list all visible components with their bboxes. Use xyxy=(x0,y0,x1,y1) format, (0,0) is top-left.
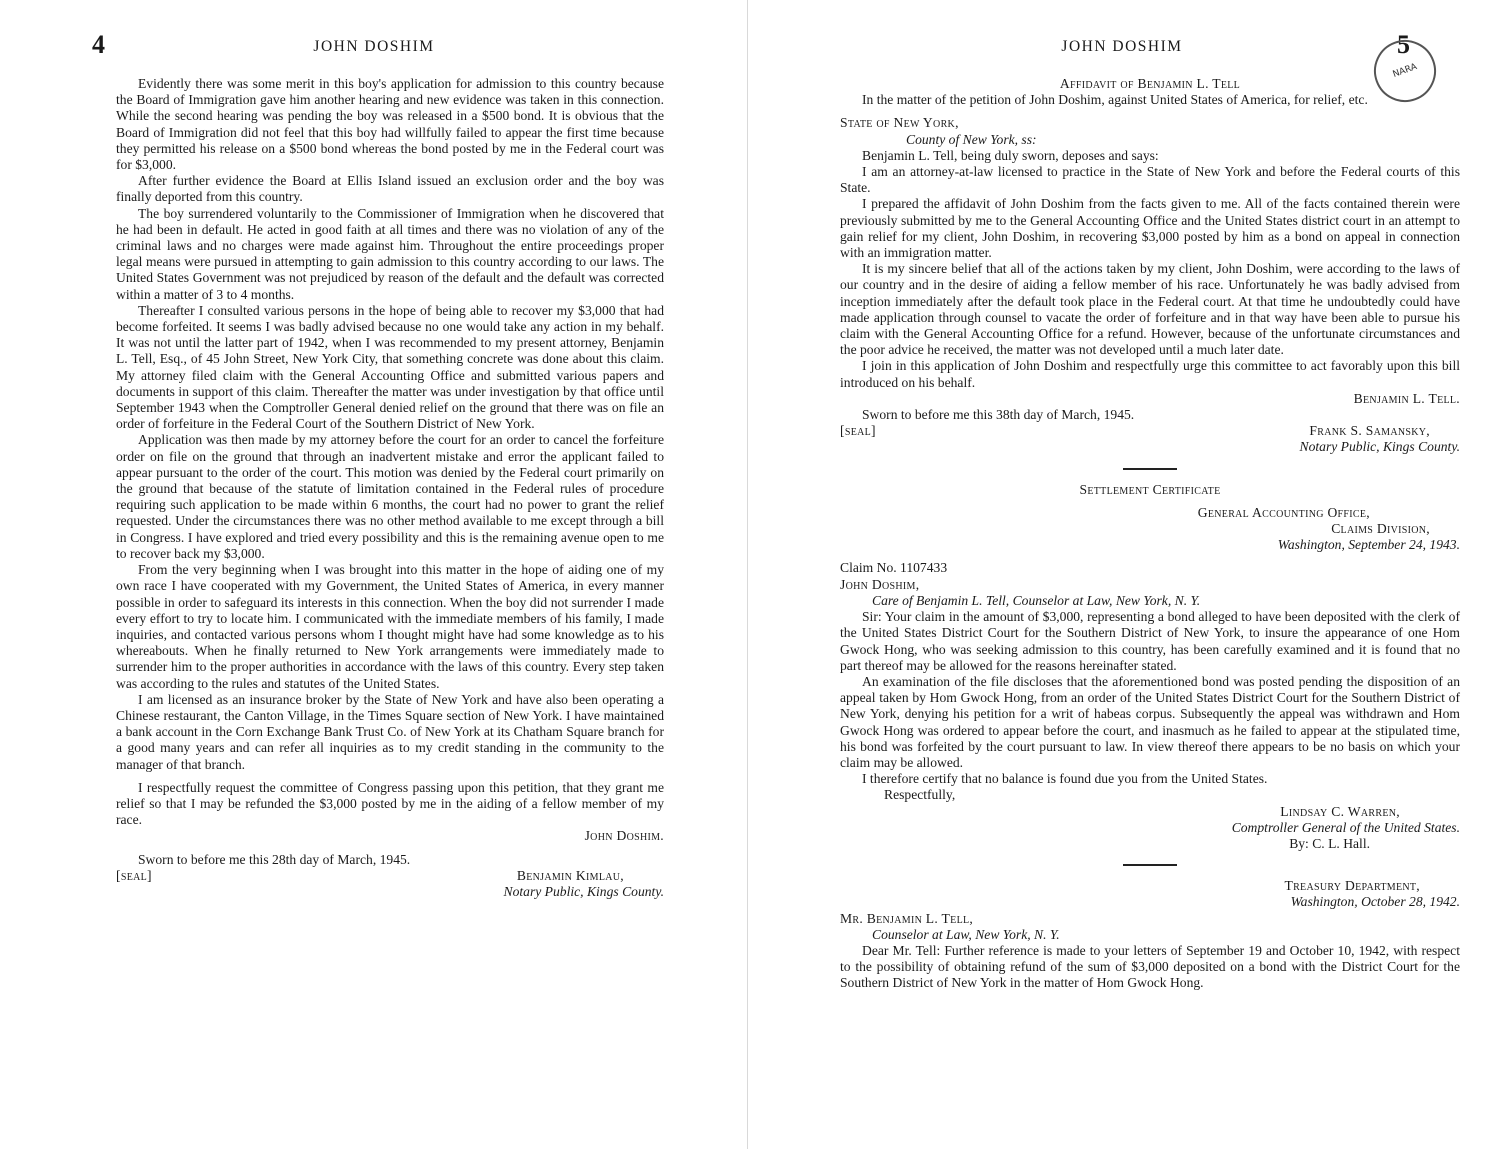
seal-label: [seal] xyxy=(116,867,152,883)
paragraph: An examination of the file discloses that the aforementioned bond was posted pending the disposition of an appeal taken by Hom Gwock Hong, from an order of the United States District Court for the Southern District of New York, denying his petition for a writ of habeas corpus. Subsequently the appeal was withdrawn and Hom Gwock Hong was ordered to appear before the court, and inasmuch as he failed to appear at the stipulated time, his bond was forfeited by the court pursuant to law. In view thereof there appears to be no basis on which your claim may be allowed. xyxy=(840,673,1460,770)
petition-text xyxy=(116,76,664,900)
addressee: John Doshim, xyxy=(840,576,920,592)
paragraph: I am licensed as an insurance broker by the State of New York and have also been operating a Chinese restaurant, the Canton Village, in the Times Square section of New York. I have maintained a bank account in the Corn Exchange Bank Trust Co. of New York at its Chatham Square branch for a good many years and can refer all inquiries as to my credit standing in the community to the manager of that branch. xyxy=(116,691,664,772)
affidavit-and-certificate-text xyxy=(840,76,1460,992)
running-head: JOHN DOSHIM xyxy=(313,38,435,55)
paragraph: It is my sincere belief that all of the actions taken by my client, John Doshim, were according to the laws of our country and in the desire of aiding a fellow member of his race. Unfortunately he was badly advised from inception immediately after the default took place in the Federal court. At that time he undoubtedly could have made application through counsel to vacate the order of forfeiture and in that way have been able to pursue his claim with the General Accounting Office for a refund. However, because of the unfortunate circumstances and the poor advice he received, the matter was not developed until a much later date. xyxy=(840,261,1460,358)
state-line: State of New York, xyxy=(840,115,959,131)
affiant-signature: Benjamin L. Tell. xyxy=(1353,390,1460,406)
paragraph: I join in this application of John Doshim and respectfully urge this committee to act favorably upon this bill introduced on his behalf. xyxy=(840,358,1460,390)
gao-division: Claims Division, xyxy=(1331,521,1430,537)
paragraph: I respectfully request the committee of Congress passing upon this petition, that they grant me relief so that I may be refunded the $3,000 posted by me in the aiding of a fellow member of my race. xyxy=(116,779,664,828)
comptroller-title: Comptroller General of the United States. xyxy=(1231,819,1460,835)
right-page xyxy=(748,0,1496,1149)
county-line: County of New York, ss: xyxy=(906,131,1037,147)
sworn-statement: Sworn to before me this 38th day of March, 1945. xyxy=(862,407,1135,423)
treasury-date: Washington, October 28, 1942. xyxy=(1290,894,1460,910)
closing: Respectfully, xyxy=(884,787,956,803)
sworn-statement: Sworn to before me this 28th day of March, 1945. xyxy=(138,851,411,867)
claim-number: Claim No. 1107433 xyxy=(840,560,948,576)
notary-title: Notary Public, Kings County. xyxy=(503,883,664,899)
paragraph: Dear Mr. Tell: Further reference is made to your letters of September 19 and October 10, 1942, with respect to the possibility of obtaining refund of the sum of $3,000 deposited on a bond with the District Court for the Southern District of New York in the matter of Hom Gwock Hong. xyxy=(840,942,1460,991)
notary-name: Benjamin Kimlau, xyxy=(516,867,624,883)
notary-name: Frank S. Samansky, xyxy=(1309,423,1430,439)
paragraph: Application was then made by my attorney before the court for an order to cancel the forfeiture order on file on the ground that through an inadvertent mistake and error the applicant failed to appear pursuant to the order of the court. This motion was denied by the Federal court primarily on the ground that because of the statute of limitation contained in the Federal rules of procedure requiring such application to be made within 6 months, the court had no power to grant the relief requested. Under the circumstances there was no other method available to me except through a bill in Congress. I have explored and tried every possibility and this is the remaining avenue open to me to recover back my $3,000. xyxy=(116,432,664,561)
paragraph: Evidently there was some merit in this boy's application for admission to this country because the Board of Immigration gave him another hearing and new evidence was taken in this connection. While the second hearing was pending the boy was released in a $500 bond. It is obvious that the Board of Immigration did not feel that this boy had willfully failed to appear the first time because they permitted his release on a $500 bond whereas the bond posted by me in the Federal court was for $3,000. xyxy=(116,76,664,173)
affidavit-title: Affidavit of Benjamin L. Tell xyxy=(1059,76,1241,91)
section-divider xyxy=(1123,468,1177,470)
matter-line: In the matter of the petition of John Doshim, against United States of America, for relief, etc. xyxy=(862,92,1368,108)
running-head: JOHN DOSHIM xyxy=(1061,38,1183,55)
comptroller-by: By: C. L. Hall. xyxy=(1289,835,1370,851)
gao-date: Washington, September 24, 1943. xyxy=(1277,537,1460,553)
paragraph: I prepared the affidavit of John Doshim from the facts given to me. All of the facts contained therein were previously submitted by me to the General Accounting Office and the United States district court in an attempt to gain relief for my client, John Doshim, in recovering $3,000 posted by him as a bond on appeal in connection with an immigration matter. xyxy=(840,196,1460,261)
section-divider xyxy=(1123,864,1177,866)
paragraph: After further evidence the Board at Ellis Island issued an exclusion order and the boy was finally deported from this country. xyxy=(116,173,664,205)
paragraph: I therefore certify that no balance is found due you from the United States. xyxy=(862,771,1268,787)
addressee-care: Care of Benjamin L. Tell, Counselor at Law, New York, N. Y. xyxy=(872,592,1201,608)
notary-title: Notary Public, Kings County. xyxy=(1299,439,1460,455)
paragraph: Sir: Your claim in the amount of $3,000, representing a bond alleged to have been deposited with the clerk of the United States District Court for the Southern District of New York, to insure the appearance of one Hom Gwock Hong, who was seeking admission to this country, has been carefully examined and it is found that no part thereof may be allowed for the reasons hereinafter stated. xyxy=(840,609,1460,673)
letter-addressee-title: Counselor at Law, New York, N. Y. xyxy=(872,926,1060,942)
archive-stamp-icon: NARA xyxy=(1365,31,1444,110)
page-number: 5 xyxy=(1397,30,1410,59)
petitioner-signature: John Doshim. xyxy=(584,828,664,844)
paragraph: The boy surrendered voluntarily to the Commissioner of Immigration when he discovered that he had been in default. He acted in good faith at all times and there was no violation of any of the criminal laws and no charges were made against him. Throughout the entire proceedings proper legal means were pursued in attempting to gain admission to this country according to our laws. The United States Government was not prejudiced by reason of the default and the default was corrected within a matter of 3 to 4 months. xyxy=(116,205,664,302)
letter-addressee: Mr. Benjamin L. Tell, xyxy=(840,910,974,926)
paragraph: Benjamin L. Tell, being duly sworn, deposes and says: xyxy=(862,147,1159,163)
paragraph: From the very beginning when I was brought into this matter in the hope of aiding one of my own race I have cooperated with my Government, the United States of America, in every manner possible in order to safeguard its interests in this connection. When the boy did not surrender I made every effort to try to locate him. I communicated with the immediate members of his family, I made inquiries, and contacted various persons whom I thought might have had some knowledge as to his whereabouts. When he finally returned to New York arrangements were immediately made to surrender him to the proper authorities in accordance with the laws of this country. Every step taken was according to the rules and statutes of the United States. xyxy=(116,562,664,691)
page-number: 4 xyxy=(92,30,105,59)
comptroller-name: Lindsay C. Warren, xyxy=(1280,803,1400,819)
paragraph: Thereafter I consulted various persons in the hope of being able to recover my $3,000 that had become forfeited. It seems I was badly advised because no one would take any action in my behalf. It was not until the latter part of 1942, when I was recommended to my present attorney, Benjamin L. Tell, Esq., of 45 John Street, New York City, that something concrete was done about this claim. My attorney filed claim with the General Accounting Office and submitted various papers and documents in support of this claim. Thereafter the matter was under investigation by that office until September 1943 when the Comptroller General denied relief on the ground that there was on file an order of forfeiture in the Federal Court of the Southern District of New York. xyxy=(116,302,664,432)
settlement-title: Settlement Certificate xyxy=(1079,481,1221,497)
gao-name: General Accounting Office, xyxy=(1197,504,1370,520)
treasury-name: Treasury Department, xyxy=(1284,878,1420,894)
seal-label: [seal] xyxy=(840,423,876,439)
paragraph: I am an attorney-at-law licensed to practice in the State of New York and before the Federal courts of this State. xyxy=(840,164,1460,196)
